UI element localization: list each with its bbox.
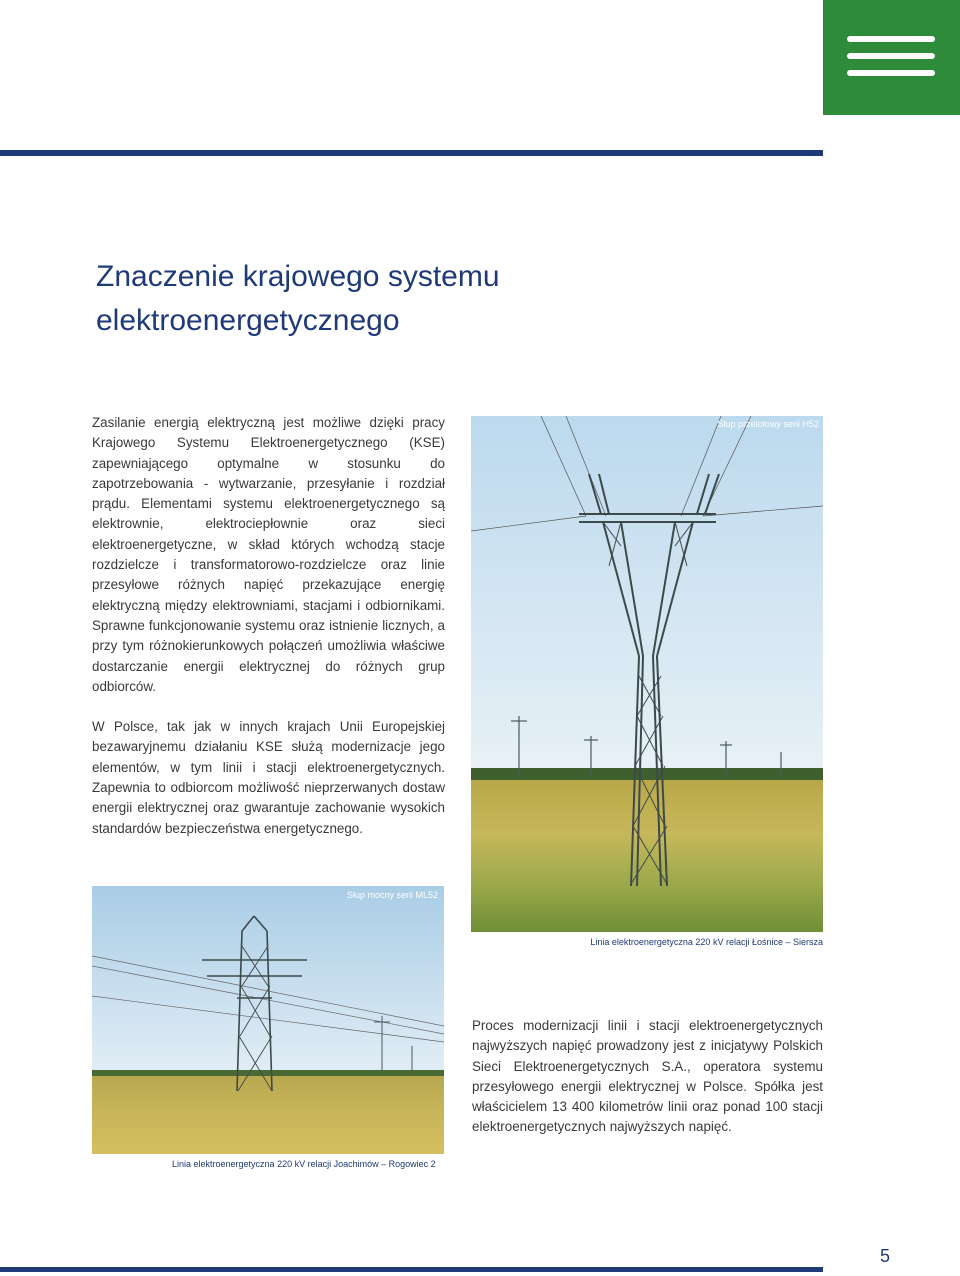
title-line-1: Znaczenie krajowego systemu — [96, 260, 500, 293]
corner-stripe — [847, 53, 935, 59]
pylon-h52-illustration — [471, 416, 823, 932]
photo-pylon-ml52 — [92, 886, 444, 1154]
title-line-2: elektroenergetycznego — [96, 304, 400, 337]
page-number: 5 — [880, 1246, 891, 1266]
photo-label-ml52: Słup mocny serii ML52 — [346, 890, 438, 900]
photo-pylon-h52 — [471, 416, 823, 932]
left-column — [92, 413, 445, 839]
bottom-rule — [0, 1267, 823, 1272]
caption-joachimow-rogowiec: Linia elektroenergetyczna 220 kV relacji Joachimów – Rogowiec 2 — [172, 1159, 436, 1169]
top-rule — [0, 150, 823, 156]
corner-stripe — [847, 36, 935, 42]
pylon-ml52-illustration — [92, 886, 444, 1154]
body-paragraph-2: W Polsce, tak jak w innych krajach Unii Europejskiej bezawaryjnemu działaniu KSE służą modernizacje jego elementów, w tym linii i stacji elektroenergetycznych. Zapewnia to odbiorcom możliwość nieprzerwanych dostaw energii elektrycznej oraz gwarantuje zachowanie wysokich standardów bezpieczeństwa energetycznego. — [92, 719, 445, 836]
corner-stripe — [847, 70, 935, 76]
right-column-paragraph: Proces modernizacji linii i stacji elektroenergetycznych najwyższych napięć prowadzony jest z inicjatywy Polskich Sieci Elektroenergetycznych S.A., operatora systemu przesyłowego energii elektrycznej w Polsce. Spółka jest właścicielem 13 400 kilometrów linii oraz ponad 100 stacji elektroenergetycznych najwyższych napięć. — [472, 1018, 823, 1135]
corner-menu-block — [823, 0, 960, 115]
photo-label-h52: Słup przelotowy serii H52 — [717, 419, 819, 429]
body-paragraph-1: Zasilanie energią elektryczną jest możliwe dzięki pracy Krajowego Systemu Elektroenergetycznego (KSE) zapewniającego optymalne w stosunku do zapotrzebowania - wytwarzanie, przesyłanie i rozdział prądu. Elementami systemu elektroenergetycznego są elektrownie, elektrociepłownie oraz sieci elektroenergetyczne, w skład których wchodzą stacje rozdzielcze i transformatorowo-rozdzielcze oraz linie przesyłowe różnych napięć przekazujące energię elektryczną między elektrowniami, stacjami i odbiornikami. Sprawne funkcjonowanie systemu oraz istnienie licznych, a przy tym różnokierunkowych połączeń umożliwia właściwe dostarczanie energii elektrycznej do różnych grup odbiorców. — [92, 415, 445, 694]
page-title — [96, 255, 696, 343]
caption-losnice-siersza: Linia elektroenergetyczna 220 kV relacji Łośnice – Siersza — [590, 937, 823, 947]
